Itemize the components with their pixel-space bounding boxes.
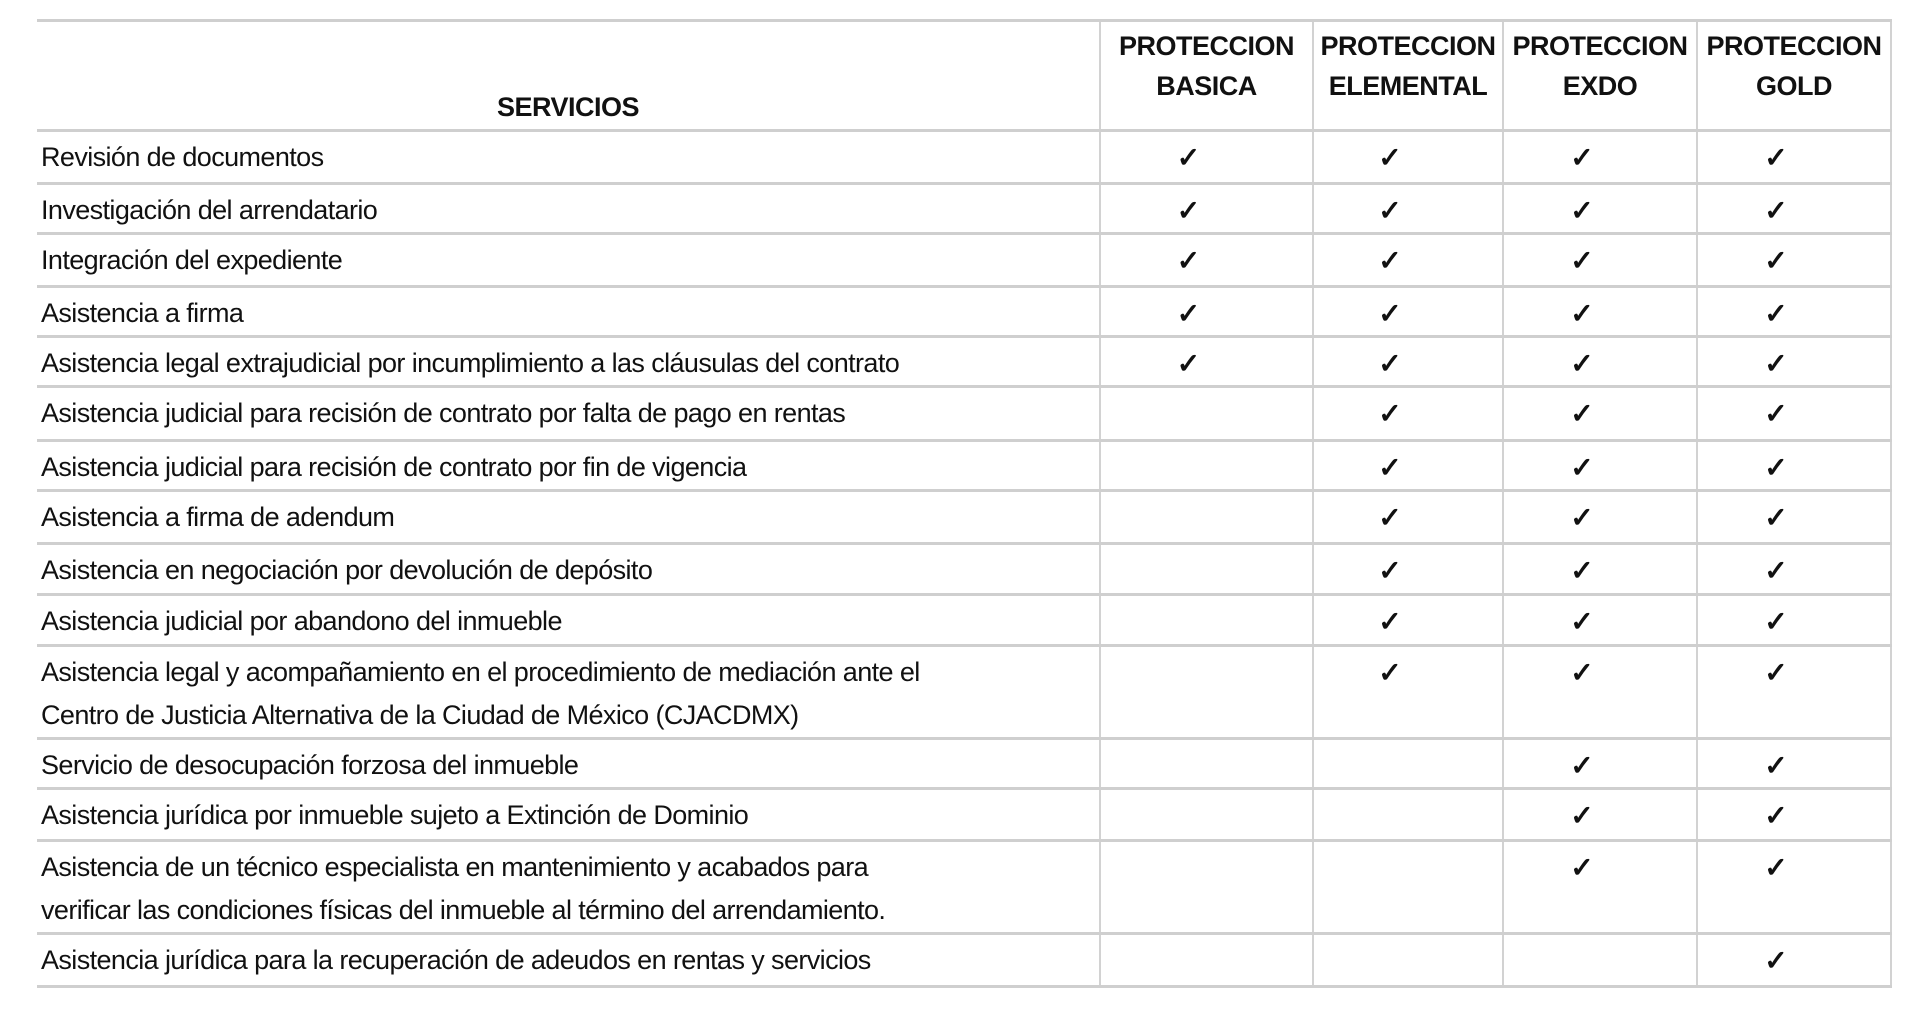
service-name: Asistencia legal y acompañamiento en el procedimiento de mediación ante el bbox=[41, 657, 920, 687]
service-name: Asistencia de un técnico especialista en mantenimiento y acabados para bbox=[41, 852, 869, 882]
checkmark-icon: ✓ bbox=[1378, 398, 1402, 429]
plan-cell-gold bbox=[1697, 934, 1891, 987]
table-row bbox=[37, 595, 1891, 646]
service-name: Asistencia judicial para recisión de contrato por falta de pago en rentas bbox=[41, 398, 846, 428]
plan-cell-exdo bbox=[1503, 184, 1697, 234]
plan-cell-basica bbox=[1100, 595, 1313, 646]
service-name-cell bbox=[37, 337, 1100, 387]
plan-cell-gold bbox=[1697, 184, 1891, 234]
checkmark-icon: ✓ bbox=[1764, 348, 1788, 379]
checkmark-icon: ✓ bbox=[1378, 555, 1402, 586]
plan-cell-gold bbox=[1697, 234, 1891, 287]
plan-cell-exdo bbox=[1503, 841, 1697, 934]
service-name-cell bbox=[37, 234, 1100, 287]
checkmark-icon: ✓ bbox=[1764, 657, 1788, 688]
plan-cell-exdo bbox=[1503, 131, 1697, 184]
checkmark-icon: ✓ bbox=[1378, 195, 1402, 226]
plan-line2: BASICA bbox=[1156, 71, 1257, 101]
header-plan-gold bbox=[1697, 21, 1891, 131]
checkmark-icon: ✓ bbox=[1176, 245, 1201, 276]
plan-cell-gold bbox=[1697, 646, 1891, 739]
checkmark-icon: ✓ bbox=[1764, 398, 1788, 429]
plan-cell-gold bbox=[1697, 841, 1891, 934]
service-name-cell bbox=[37, 387, 1100, 441]
plan-cell-basica bbox=[1100, 441, 1313, 491]
service-name-cell bbox=[37, 841, 1100, 934]
checkmark-icon: ✓ bbox=[1176, 348, 1201, 379]
service-name: Asistencia a firma de adendum bbox=[41, 502, 395, 532]
plan-cell-elemental bbox=[1313, 131, 1503, 184]
checkmark-icon: ✓ bbox=[1378, 606, 1402, 637]
service-name-cell bbox=[37, 184, 1100, 234]
service-name: Asistencia en negociación por devolución de depósito bbox=[41, 555, 653, 585]
plan-line1: PROTECCION bbox=[1118, 31, 1294, 61]
table-row bbox=[37, 184, 1891, 234]
table-row bbox=[37, 337, 1891, 387]
table-row bbox=[37, 739, 1891, 789]
plan-cell-elemental bbox=[1313, 491, 1503, 544]
plan-cell-basica bbox=[1100, 131, 1313, 184]
plan-cell-gold bbox=[1697, 595, 1891, 646]
header-servicios-label: SERVICIOS bbox=[496, 92, 640, 122]
plan-cell-elemental bbox=[1313, 544, 1503, 595]
checkmark-icon: ✓ bbox=[1176, 142, 1201, 173]
service-name-cell bbox=[37, 287, 1100, 337]
header-plan-elemental bbox=[1313, 21, 1503, 131]
table-row bbox=[37, 131, 1891, 184]
plan-cell-gold bbox=[1697, 491, 1891, 544]
plan-cell-gold bbox=[1697, 789, 1891, 841]
plan-cell-exdo bbox=[1503, 544, 1697, 595]
plan-cell-basica bbox=[1100, 739, 1313, 789]
checkmark-icon: ✓ bbox=[1764, 555, 1788, 586]
plan-cell-basica bbox=[1100, 841, 1313, 934]
checkmark-icon: ✓ bbox=[1570, 298, 1594, 329]
plan-cell-exdo bbox=[1503, 337, 1697, 387]
checkmark-icon: ✓ bbox=[1570, 852, 1594, 883]
checkmark-icon: ✓ bbox=[1378, 452, 1402, 483]
plan-cell-basica bbox=[1100, 337, 1313, 387]
plan-cell-basica bbox=[1100, 287, 1313, 337]
plan-cell-basica bbox=[1100, 387, 1313, 441]
service-name-cell bbox=[37, 595, 1100, 646]
table-row bbox=[37, 387, 1891, 441]
plan-cell-elemental bbox=[1313, 287, 1503, 337]
checkmark-icon: ✓ bbox=[1570, 245, 1594, 276]
plan-cell-gold bbox=[1697, 739, 1891, 789]
checkmark-icon: ✓ bbox=[1764, 852, 1788, 883]
service-name: Asistencia jurídica por inmueble sujeto a Extinción de Dominio bbox=[41, 800, 749, 830]
header-row bbox=[37, 21, 1891, 131]
checkmark-icon: ✓ bbox=[1378, 502, 1402, 533]
plan-line1: PROTECCION bbox=[1512, 31, 1688, 61]
table-row bbox=[37, 841, 1891, 934]
checkmark-icon: ✓ bbox=[1764, 750, 1788, 781]
checkmark-icon: ✓ bbox=[1570, 195, 1594, 226]
checkmark-icon: ✓ bbox=[1764, 502, 1788, 533]
checkmark-icon: ✓ bbox=[1378, 298, 1402, 329]
plan-cell-exdo bbox=[1503, 287, 1697, 337]
plan-cell-elemental bbox=[1313, 789, 1503, 841]
checkmark-icon: ✓ bbox=[1764, 945, 1788, 976]
plan-cell-gold bbox=[1697, 337, 1891, 387]
service-name-cell bbox=[37, 934, 1100, 987]
plan-cell-gold bbox=[1697, 287, 1891, 337]
checkmark-icon: ✓ bbox=[1378, 142, 1402, 173]
checkmark-icon: ✓ bbox=[1570, 142, 1594, 173]
table-row bbox=[37, 934, 1891, 987]
checkmark-icon: ✓ bbox=[1378, 348, 1402, 379]
checkmark-icon: ✓ bbox=[1570, 502, 1594, 533]
plan-cell-elemental bbox=[1313, 739, 1503, 789]
plan-line1: PROTECCION bbox=[1320, 31, 1496, 61]
plan-cell-exdo bbox=[1503, 491, 1697, 544]
plan-cell-exdo bbox=[1503, 789, 1697, 841]
service-name-cell bbox=[37, 646, 1100, 739]
plan-cell-exdo bbox=[1503, 595, 1697, 646]
table-row bbox=[37, 491, 1891, 544]
checkmark-icon: ✓ bbox=[1764, 452, 1788, 483]
plan-cell-basica bbox=[1100, 789, 1313, 841]
service-name: Asistencia judicial por abandono del inmueble bbox=[41, 606, 562, 636]
table-body bbox=[37, 131, 1891, 987]
plan-cell-gold bbox=[1697, 441, 1891, 491]
plan-cell-basica bbox=[1100, 491, 1313, 544]
plan-cell-exdo bbox=[1503, 387, 1697, 441]
service-name-cell bbox=[37, 544, 1100, 595]
service-name-line2: Centro de Justicia Alternativa de la Ciudad de México (CJACDMX) bbox=[41, 700, 799, 730]
table-row bbox=[37, 287, 1891, 337]
plan-cell-basica bbox=[1100, 184, 1313, 234]
checkmark-icon: ✓ bbox=[1570, 348, 1594, 379]
table-row bbox=[37, 544, 1891, 595]
plan-cell-exdo bbox=[1503, 739, 1697, 789]
checkmark-icon: ✓ bbox=[1570, 398, 1594, 429]
plan-cell-exdo bbox=[1503, 646, 1697, 739]
plan-cell-elemental bbox=[1313, 184, 1503, 234]
plan-cell-exdo bbox=[1503, 934, 1697, 987]
plan-line2: EXDO bbox=[1562, 71, 1638, 101]
service-name: Asistencia legal extrajudicial por incumplimiento a las cláusulas del contrato bbox=[41, 348, 900, 378]
checkmark-icon: ✓ bbox=[1570, 606, 1594, 637]
service-name-cell bbox=[37, 491, 1100, 544]
table-row bbox=[37, 646, 1891, 739]
plan-line2: GOLD bbox=[1756, 71, 1832, 101]
checkmark-icon: ✓ bbox=[1764, 800, 1788, 831]
service-name: Integración del expediente bbox=[41, 245, 343, 275]
checkmark-icon: ✓ bbox=[1764, 298, 1788, 329]
checkmark-icon: ✓ bbox=[1176, 195, 1201, 226]
checkmark-icon: ✓ bbox=[1764, 606, 1788, 637]
plan-cell-basica bbox=[1100, 234, 1313, 287]
header-plan-basica bbox=[1100, 21, 1313, 131]
table-row bbox=[37, 789, 1891, 841]
service-name: Investigación del arrendatario bbox=[41, 195, 378, 225]
plan-cell-basica bbox=[1100, 934, 1313, 987]
plan-cell-exdo bbox=[1503, 441, 1697, 491]
checkmark-icon: ✓ bbox=[1176, 298, 1201, 329]
service-name: Asistencia judicial para recisión de contrato por fin de vigencia bbox=[41, 452, 747, 482]
service-name: Servicio de desocupación forzosa del inmueble bbox=[41, 750, 579, 780]
service-name-line2: verificar las condiciones físicas del inmueble al término del arrendamiento. bbox=[41, 895, 886, 925]
plan-cell-exdo bbox=[1503, 234, 1697, 287]
service-name: Asistencia jurídica para la recuperación de adeudos en rentas y servicios bbox=[41, 945, 871, 975]
plan-line2: ELEMENTAL bbox=[1328, 71, 1488, 101]
table-row bbox=[37, 441, 1891, 491]
service-name: Asistencia a firma bbox=[41, 298, 244, 328]
plan-cell-elemental bbox=[1313, 234, 1503, 287]
plan-cell-elemental bbox=[1313, 441, 1503, 491]
service-name-cell bbox=[37, 789, 1100, 841]
checkmark-icon: ✓ bbox=[1570, 750, 1594, 781]
service-name: Revisión de documentos bbox=[41, 142, 324, 172]
plan-line1: PROTECCION bbox=[1706, 31, 1882, 61]
table-row bbox=[37, 234, 1891, 287]
checkmark-icon: ✓ bbox=[1570, 555, 1594, 586]
checkmark-icon: ✓ bbox=[1764, 245, 1788, 276]
plan-cell-gold bbox=[1697, 131, 1891, 184]
checkmark-icon: ✓ bbox=[1570, 800, 1594, 831]
service-name-cell bbox=[37, 131, 1100, 184]
plan-cell-basica bbox=[1100, 646, 1313, 739]
plan-cell-elemental bbox=[1313, 595, 1503, 646]
plan-cell-gold bbox=[1697, 387, 1891, 441]
checkmark-icon: ✓ bbox=[1764, 195, 1788, 226]
checkmark-icon: ✓ bbox=[1378, 657, 1402, 688]
service-name-cell bbox=[37, 739, 1100, 789]
checkmark-icon: ✓ bbox=[1570, 657, 1594, 688]
checkmark-icon: ✓ bbox=[1764, 142, 1788, 173]
service-name-cell bbox=[37, 441, 1100, 491]
plan-cell-basica bbox=[1100, 544, 1313, 595]
plan-cell-elemental bbox=[1313, 387, 1503, 441]
checkmark-icon: ✓ bbox=[1378, 245, 1402, 276]
plan-cell-elemental bbox=[1313, 934, 1503, 987]
checkmark-icon: ✓ bbox=[1570, 452, 1594, 483]
plan-cell-gold bbox=[1697, 544, 1891, 595]
header-plan-exdo bbox=[1503, 21, 1697, 131]
plan-cell-elemental bbox=[1313, 646, 1503, 739]
plan-cell-elemental bbox=[1313, 337, 1503, 387]
services-comparison-table bbox=[37, 19, 1892, 988]
plan-cell-elemental bbox=[1313, 841, 1503, 934]
header-servicios bbox=[37, 21, 1100, 131]
